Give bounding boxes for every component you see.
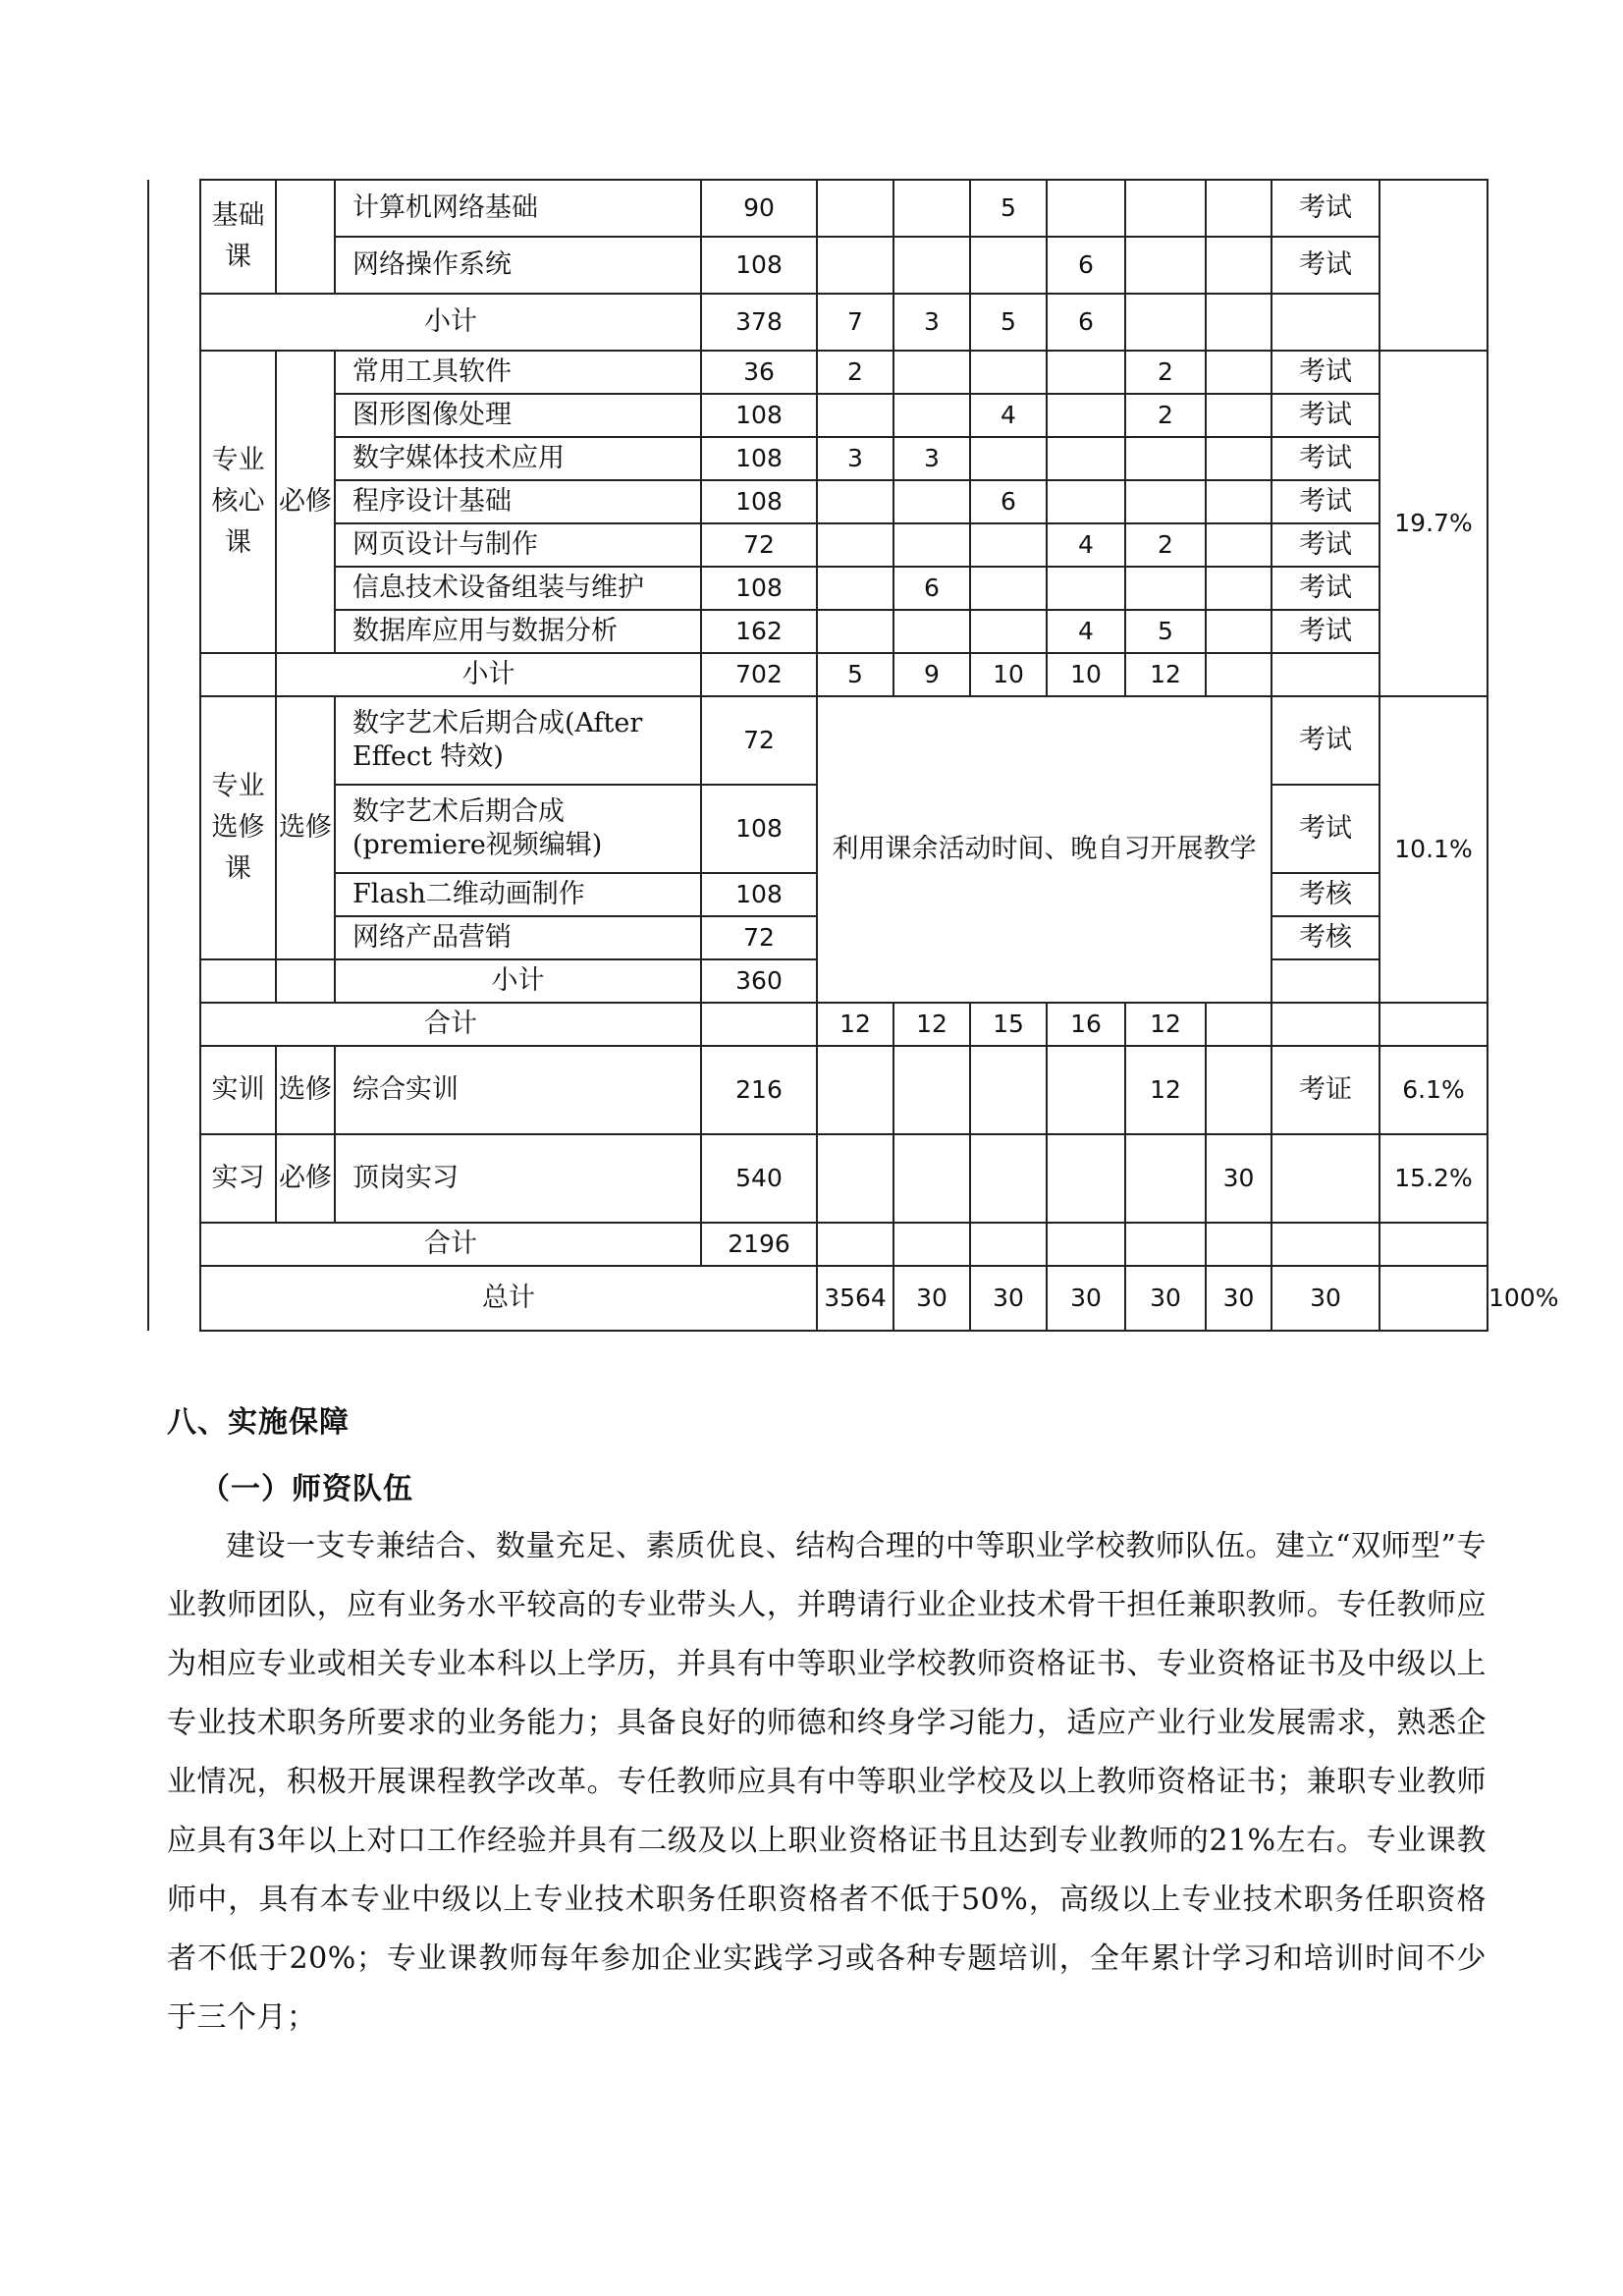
semester-hours: 12 [1125, 1003, 1206, 1046]
course-hours: 540 [701, 1134, 817, 1223]
course-name: 网络产品营销 [335, 916, 701, 959]
internship-label: 实习 [200, 1134, 276, 1223]
section-heading: 八、实施保障 [167, 1405, 350, 1440]
semester-hours: 5 [970, 180, 1047, 237]
semester-hours: 2 [817, 351, 893, 394]
assessment: 考证 [1271, 1046, 1380, 1134]
total-label: 合计 [200, 1223, 701, 1266]
training-label: 实训 [200, 1046, 276, 1134]
semester-hours: 30 [1047, 1266, 1125, 1331]
semester-hours: 12 [1125, 1046, 1206, 1134]
total-hours: 2196 [701, 1223, 817, 1266]
required-label: 必修 [276, 1134, 335, 1223]
semester-hours: 3 [893, 294, 970, 351]
course-hours: 216 [701, 1046, 817, 1134]
semester-hours: 16 [1047, 1003, 1125, 1046]
semester-hours: 6 [893, 567, 970, 610]
semester-hours: 30 [1125, 1266, 1206, 1331]
assessment: 考核 [1271, 873, 1380, 916]
course-hours: 36 [701, 351, 817, 394]
assessment: 考试 [1271, 567, 1380, 610]
table-row [148, 1003, 1488, 1046]
curriculum-table [147, 179, 1559, 1332]
assessment: 考试 [1271, 480, 1380, 523]
table-row [148, 394, 1488, 437]
semester-hours: 6 [970, 480, 1047, 523]
subtotal-hours: 702 [701, 653, 817, 696]
table-row [148, 294, 1488, 351]
course-hours: 108 [701, 480, 817, 523]
blank-cell [148, 180, 200, 351]
course-hours: 108 [701, 567, 817, 610]
body-paragraph [167, 1517, 1487, 2048]
semester-hours: 30 [1206, 1266, 1271, 1331]
required-label: 必修 [276, 351, 335, 653]
course-hours: 90 [701, 180, 817, 237]
table-row [148, 523, 1488, 567]
elective-arrangement-note: 利用课余活动时间、晚自习开展教学 [817, 696, 1271, 1003]
basic-course-label: 基础课 [200, 180, 276, 294]
semester-hours: 7 [817, 294, 893, 351]
core-course-label: 专业核心课 [200, 351, 276, 653]
table-row: 总计 3564 30 30 30 30 30 30 100% [148, 1266, 1488, 1331]
course-name: 数字媒体技术应用 [335, 437, 701, 480]
assessment: 考核 [1271, 916, 1380, 959]
percent: 6.1% [1380, 1046, 1488, 1134]
assessment: 考试 [1271, 394, 1380, 437]
course-name: Flash二维动画制作 [335, 873, 701, 916]
course-name: 顶岗实习 [335, 1134, 701, 1223]
semester-hours: 3 [817, 437, 893, 480]
section-subheading: （一）师资队伍 [200, 1472, 413, 1506]
assessment: 考试 [1271, 696, 1380, 785]
course-name: 数字艺术后期合成(After Effect 特效) [335, 696, 701, 785]
semester-hours: 30 [893, 1266, 970, 1331]
assessment: 考试 [1271, 237, 1380, 294]
semester-hours: 4 [1047, 610, 1125, 653]
semester-hours: 2 [1125, 351, 1206, 394]
semester-hours: 6 [1047, 294, 1125, 351]
course-name: 综合实训 [335, 1046, 701, 1134]
course-hours: 72 [701, 523, 817, 567]
assessment: 考试 [1271, 785, 1380, 873]
semester-hours: 5 [970, 294, 1047, 351]
table-row [148, 610, 1488, 653]
course-hours: 108 [701, 437, 817, 480]
table-row [148, 567, 1488, 610]
grand-total-label: 总计 [200, 1266, 817, 1331]
core-percent: 19.7% [1380, 351, 1488, 696]
semester-hours: 15 [970, 1003, 1047, 1046]
table-row [148, 180, 1488, 237]
course-hours: 162 [701, 610, 817, 653]
elective-course-label: 专业选修课 [200, 696, 276, 959]
subtotal-label: 小计 [276, 653, 701, 696]
blank-cell [148, 696, 200, 1331]
semester-hours: 4 [970, 394, 1047, 437]
semester-hours: 10 [970, 653, 1047, 696]
assessment: 考试 [1271, 180, 1380, 237]
table-row [148, 237, 1488, 294]
subtotal-hours: 360 [701, 959, 817, 1003]
semester-hours: 2 [1125, 394, 1206, 437]
semester-hours: 5 [1125, 610, 1206, 653]
assessment: 考试 [1271, 351, 1380, 394]
table-row [148, 1223, 1488, 1266]
total-label: 合计 [200, 1003, 701, 1046]
semester-hours: 30 [1271, 1266, 1380, 1331]
course-name: 程序设计基础 [335, 480, 701, 523]
semester-hours: 5 [817, 653, 893, 696]
course-name: 网络操作系统 [335, 237, 701, 294]
semester-hours: 9 [893, 653, 970, 696]
table-row [148, 696, 1488, 785]
course-hours: 108 [701, 394, 817, 437]
semester-hours: 12 [1125, 653, 1206, 696]
course-name: 常用工具软件 [335, 351, 701, 394]
course-name: 数字艺术后期合成(premiere视频编辑) [335, 785, 701, 873]
table-row [148, 480, 1488, 523]
semester-hours: 12 [893, 1003, 970, 1046]
grand-total-hours: 3564 [817, 1266, 893, 1331]
elective-label: 选修 [276, 1046, 335, 1134]
course-name: 数据库应用与数据分析 [335, 610, 701, 653]
semester-hours: 12 [817, 1003, 893, 1046]
course-hours: 108 [701, 237, 817, 294]
course-hours: 72 [701, 696, 817, 785]
course-name: 网页设计与制作 [335, 523, 701, 567]
semester-hours: 2 [1125, 523, 1206, 567]
subtotal-label: 小计 [335, 959, 701, 1003]
assessment: 考试 [1271, 610, 1380, 653]
semester-hours: 3 [893, 437, 970, 480]
table-row [148, 437, 1488, 480]
course-hours: 72 [701, 916, 817, 959]
course-hours: 108 [701, 785, 817, 873]
semester-hours: 4 [1047, 523, 1125, 567]
table-row [148, 653, 1488, 696]
percent: 15.2% [1380, 1134, 1488, 1223]
table-row [148, 1134, 1488, 1223]
course-name: 信息技术设备组装与维护 [335, 567, 701, 610]
semester-hours: 30 [1206, 1134, 1271, 1223]
table-row [148, 1046, 1488, 1134]
blank-cell [148, 351, 200, 696]
assessment: 考试 [1271, 523, 1380, 567]
assessment: 考试 [1271, 437, 1380, 480]
course-name: 图形图像处理 [335, 394, 701, 437]
course-name: 计算机网络基础 [335, 180, 701, 237]
subtotal-label: 小计 [200, 294, 701, 351]
semester-hours: 30 [970, 1266, 1047, 1331]
course-hours: 108 [701, 873, 817, 916]
percent-cell [1380, 180, 1488, 351]
semester-hours: 6 [1047, 237, 1125, 294]
elective-label: 选修 [276, 696, 335, 959]
semester-hours: 10 [1047, 653, 1125, 696]
paragraph-text: 建设一支专兼结合、数量充足、素质优良、结构合理的中等职业学校教师队伍。建立“双师型”专业教师团队，应有业务水平较高的专业带头人，并聘请行业企业技术骨干担任兼职教师。专任教师应为相应专业或相关专业本科以上学历，并具有中等职业学校教师资格证书、专业资格证书及中级以上专业技术职务所要求的业务能力；具备良好的师德和终身学习能力，适应产业行业发展需求，熟悉企业情况，积极开展课程教学改革。专任教师应具有中等职业学校及以上教师资格证书；兼职专业教师应具有3年以上对口工作经验并具有二级及以上职业资格证书且达到专业教师的21%左右。专业课教师中，具有本专业中级以上专业技术职务任职资格者不低于50%，高级以上专业技术职务任职资格者不低于20%；专业课教师每年参加企业实践学习或各种专题培训，全年累计学习和培训时间不少于三个月； [167, 1529, 1487, 2035]
blank-cell [276, 180, 335, 294]
elective-percent: 10.1% [1380, 696, 1488, 1003]
subtotal-hours: 378 [701, 294, 817, 351]
table-row [148, 351, 1488, 394]
